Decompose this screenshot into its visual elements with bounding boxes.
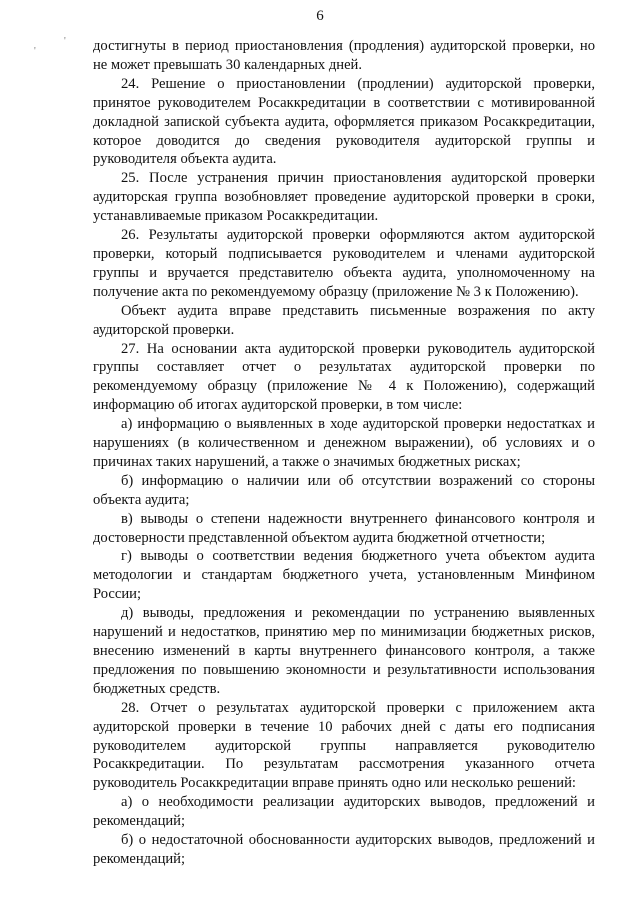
scan-mark: ' <box>34 46 36 57</box>
paragraph: достигнуты в период приостановления (продления) аудиторской проверки, но не может превышать 30 календарных дней. <box>93 38 595 73</box>
paragraph: 24. Решение о приостановлении (продлении) аудиторской проверки, принятое руководителем Росаккредитации в соответствии с мотивированной докладной запиской субъекта аудита, оформляется приказом Росаккредитации, которое доводится до сведения руководителя аудиторской группы и руководителя объекта аудита. <box>93 75 595 168</box>
paragraph: 28. Отчет о результатах аудиторской проверки с приложением акта аудиторской проверки в течение 10 рабочих дней с даты его подписания руководителем аудиторской группы направляется руководителю Росаккредитации. По результатам рассмотрения указанного отчета руководитель Росаккредитации вправе принять одно или несколько решений: <box>93 699 595 792</box>
paragraph: а) о необходимости реализации аудиторских выводов, предложений и рекомендаций; <box>93 794 595 830</box>
paragraph: г) выводы о соответствии ведения бюджетного учета объектом аудита методологии и стандартам бюджетного учета, установленным Минфином России; <box>93 548 595 603</box>
page-number: 6 <box>316 8 324 24</box>
paragraph: 26. Результаты аудиторской проверки оформляются актом аудиторской проверки, который подписывается руководителем и членами аудиторской группы и вручается представителю объекта аудита, уполномоченному на получение акта по рекомендуемому образцу (приложение № 3 к Положению). <box>93 227 595 300</box>
paragraph: в) выводы о степени надежности внутреннего финансового контроля и достоверности представленной объектом аудита бюджетной отчетности; <box>93 510 595 546</box>
paragraph: д) выводы, предложения и рекомендации по устранению выявленных нарушений и недостатков, принятию мер по минимизации бюджетных рисков, внесению изменений в карты внутреннего финансового контроля, а также предложения по повышению экономности и результативности использования бюджетных средств. <box>93 605 595 697</box>
paragraph: а) информацию о выявленных в ходе аудиторской проверки недостатках и нарушениях (в количественном и денежном выражении), об условиях и о причинах таких нарушений, а также о значимых бюджетных рисках; <box>93 416 595 470</box>
paragraph: 27. На основании акта аудиторской проверки руководитель аудиторской группы составляет отчет о результатах аудиторской проверки по рекомендуемому образцу (приложение № 4 к Положению), содержащий информацию об итогах аудиторской проверки, в том числе: <box>93 340 595 414</box>
document-body <box>93 37 595 869</box>
paragraph: б) информацию о наличии или об отсутствии возражений со стороны объекта аудита; <box>93 472 595 508</box>
paragraph: б) о недостаточной обоснованности аудиторских выводов, предложений и рекомендаций; <box>93 832 595 867</box>
scan-mark: ' <box>64 36 66 47</box>
paragraph: 25. После устранения причин приостановления аудиторской проверки аудиторская группа возобновляет проведение аудиторской проверки в сроки, устанавливаемые приказом Росаккредитации. <box>93 170 595 225</box>
paragraph: Объект аудита вправе представить письменные возражения по акту аудиторской проверки. <box>93 302 595 338</box>
